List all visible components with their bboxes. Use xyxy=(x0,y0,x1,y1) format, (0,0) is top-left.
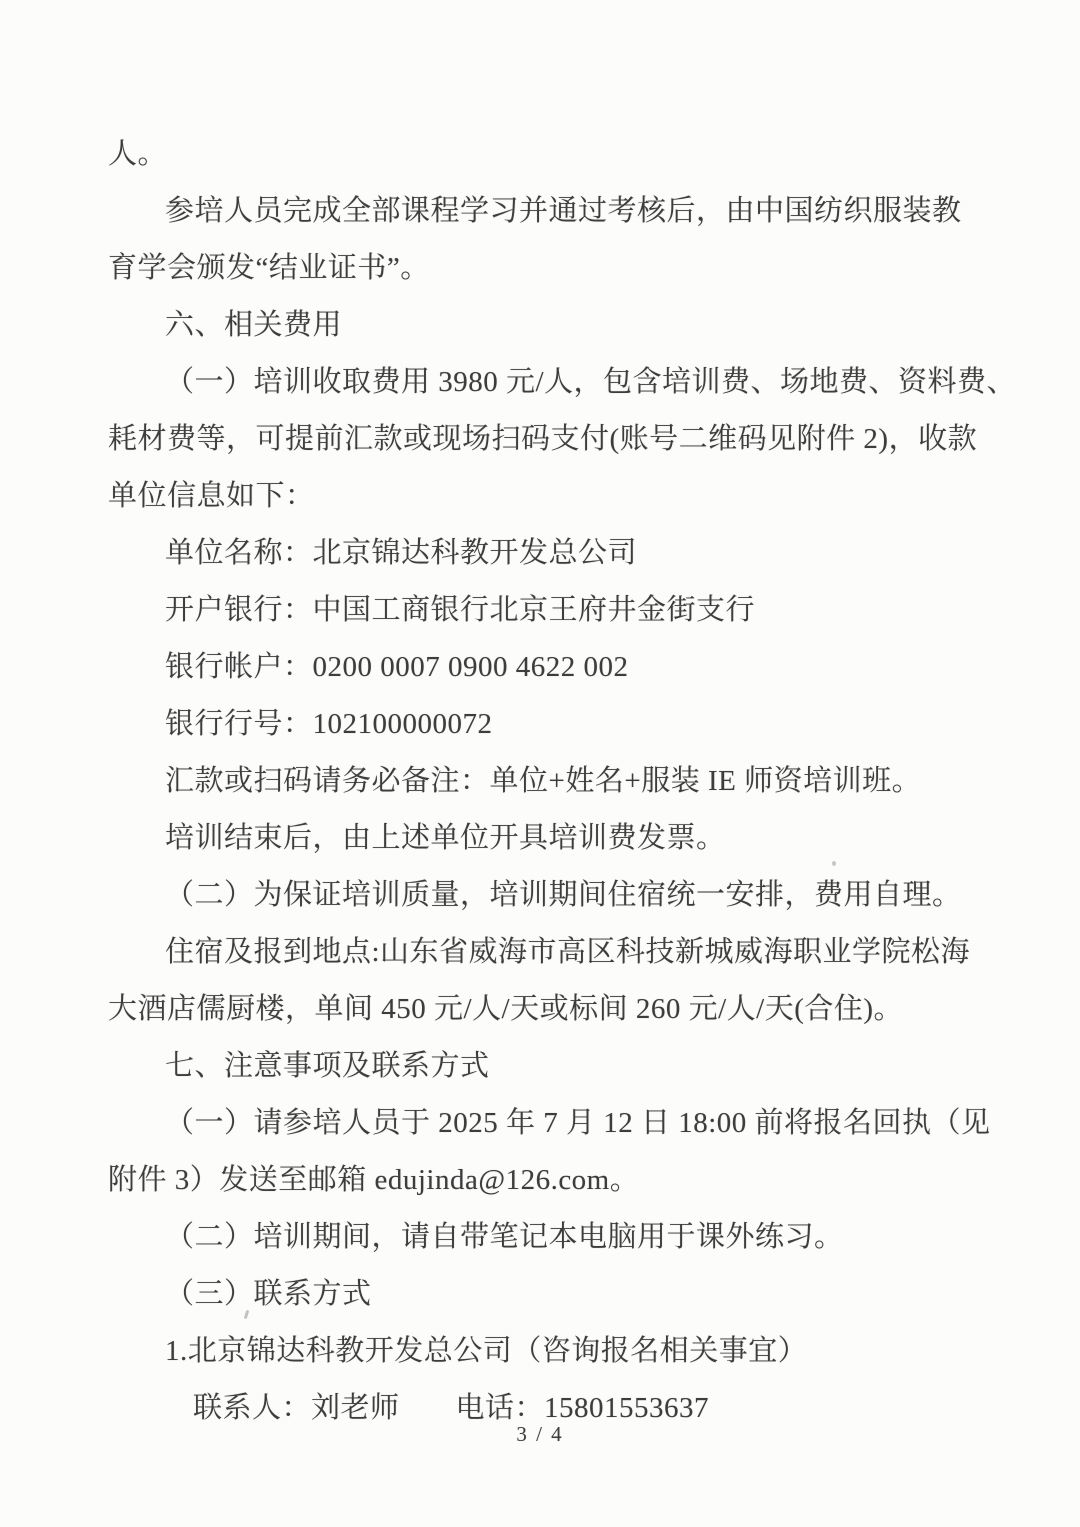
text-line: 耗材费等，可提前汇款或现场扫码支付(账号二维码见附件 2)，收款 xyxy=(108,423,978,455)
section-heading-notes: 七、注意事项及联系方式 xyxy=(165,1050,490,1082)
document-body xyxy=(108,126,1080,1437)
bank-code-line: 银行行号：102100000072 xyxy=(165,708,493,740)
text-line: 单位信息如下： xyxy=(108,480,315,512)
text-line: （三）联系方式 xyxy=(165,1278,372,1310)
text-line: （二）为保证培训质量，培训期间住宿统一安排，费用自理。 xyxy=(165,879,962,911)
company-contact-line: 1.北京锦达科教开发总公司（咨询报名相关事宜） xyxy=(165,1335,808,1367)
text-line: （一）培训收取费用 3980 元/人，包含培训费、场地费、资料费、 xyxy=(165,366,1017,398)
text-line: 培训结束后，由上述单位开具培训费发票。 xyxy=(165,822,726,854)
contact-phone: 电话：15801553637 xyxy=(455,1392,710,1424)
text-line: 参培人员完成全部课程学习并通过考核后，由中国纺织服装教 xyxy=(165,195,962,227)
bank-account-line: 银行帐户：0200 0007 0900 4622 002 xyxy=(165,651,629,683)
text-line: （二）培训期间，请自带笔记本电脑用于课外练习。 xyxy=(165,1221,844,1253)
remittance-note-line: 汇款或扫码请务必备注：单位+姓名+服装 IE 师资培训班。 xyxy=(165,765,922,797)
lodging-address-line: 住宿及报到地点:山东省威海市高区科技新城威海职业学院松海 xyxy=(165,936,971,968)
contact-person: 联系人：刘老师 xyxy=(193,1392,400,1424)
email-line: 附件 3）发送至邮箱 edujinda@126.com。 xyxy=(108,1164,640,1196)
payee-name-line: 单位名称：北京锦达科教开发总公司 xyxy=(165,537,638,569)
page-number: 3 / 4 xyxy=(516,1422,564,1446)
text-line: （一）请参培人员于 2025 年 7 月 12 日 18:00 前将报名回执（见 xyxy=(165,1107,991,1139)
text-line: 人。 xyxy=(108,138,168,170)
text-line: 育学会颁发“结业证书”。 xyxy=(108,252,430,284)
scan-artifact-dot xyxy=(832,861,836,866)
section-heading-fees: 六、相关费用 xyxy=(165,309,343,341)
text-line: 大酒店儒厨楼，单间 450 元/人/天或标间 260 元/人/天(合住)。 xyxy=(108,993,904,1025)
bank-name-line: 开户银行：中国工商银行北京王府井金街支行 xyxy=(165,594,756,626)
